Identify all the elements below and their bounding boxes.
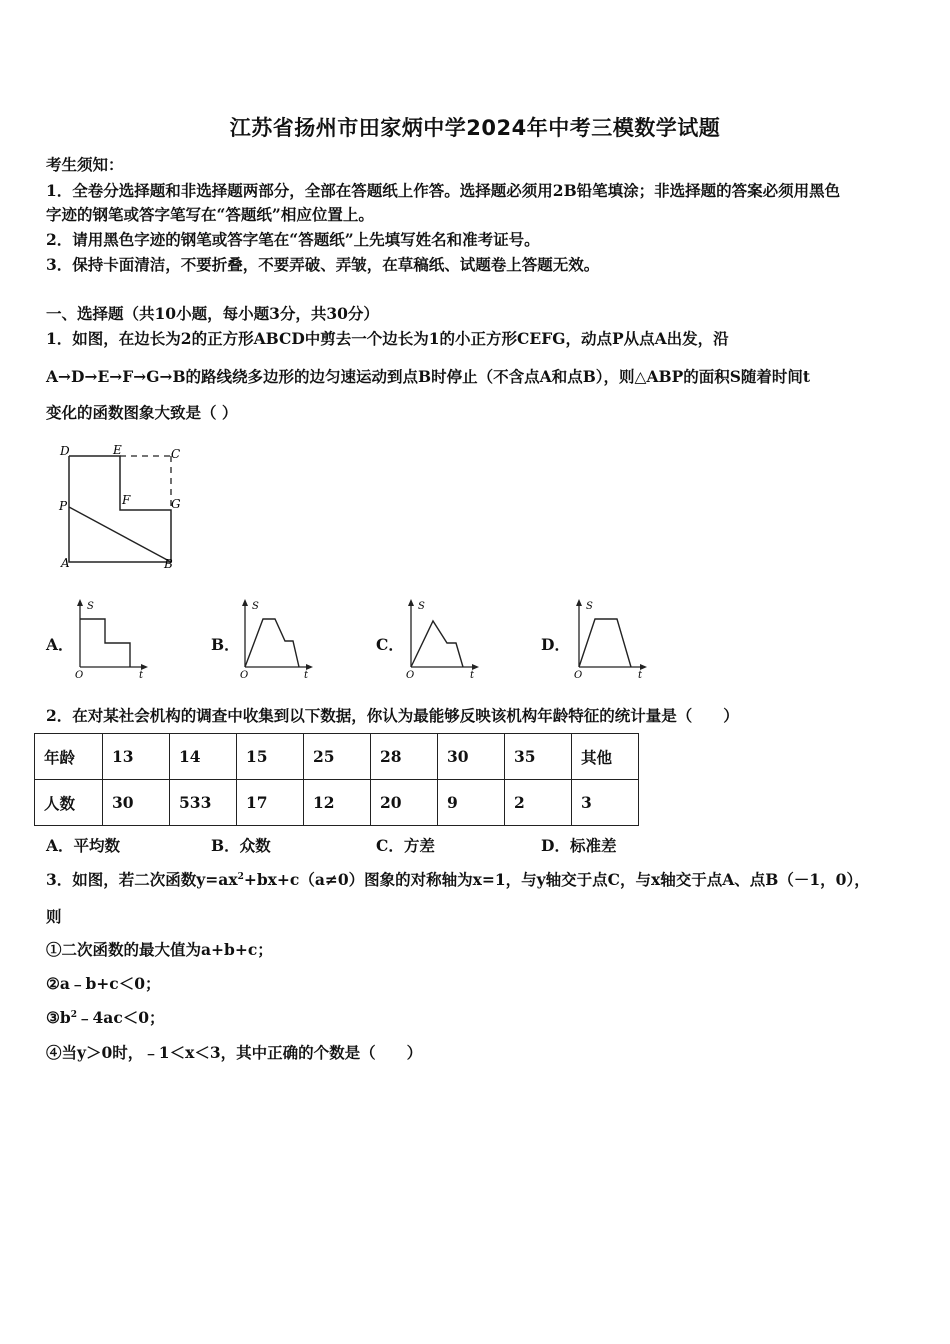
q1-stem-line-1: 1．如图，在边长为2的正方形ABCD中剪去一个边长为1的小正方形CEFG，动点P从点A出发，沿 [46,329,729,348]
table-cell: 12 [304,780,371,826]
table-row [35,734,639,780]
page-title: 江苏省扬州市田家炳中学2024年中考三模数学试题 [229,116,721,140]
q2-option-c[interactable]: C．方差 [376,836,435,855]
q3-statement-4: ④当y＞0时，﹣1＜x＜3，其中正确的个数是（ ） [46,1043,423,1062]
q2-option-d[interactable]: D．标准差 [541,836,617,855]
q1-option-a-label[interactable]: A． [46,635,74,654]
table-cell: 3 [572,780,639,826]
origin-label: O [406,670,415,679]
q1-option-b-label[interactable]: B． [211,635,240,654]
table-cell: 30 [103,780,170,826]
axis-s-label: S [87,601,94,612]
q3-statement-2: ②a﹣b+c＜0； [46,974,161,993]
q3-stem-line-1: 3．如图，若二次函数$y=ax^2+bx+c(a\ne 0)$图象的对称轴为x=1，与y轴交于点C，与x轴交于点A、点B（－1，0）， [46,870,870,889]
origin-label: O [240,670,249,679]
q1-geometry-figure [55,440,195,579]
q3-statement-1: ①二次函数的最大值为a+b+c； [46,940,273,959]
table-row [35,780,639,826]
q1-option-b-graph[interactable] [237,597,317,683]
table-cell: 13 [103,734,170,780]
q3-statement-3: $③b^2﹣4ac<0$； [46,1008,165,1027]
q2-data-table [34,733,639,826]
table-cell: 30 [438,734,505,780]
table-cell: 2 [505,780,572,826]
q1-stem-line-3: 变化的函数图象大致是（ ） [46,403,238,422]
table-cell: 25 [304,734,371,780]
table-cell: 15 [237,734,304,780]
origin-label: O [574,670,583,679]
section-heading: 一、选择题（共10小题，每小题3分，共30分） [46,304,379,323]
axis-t-label: t [304,670,309,679]
table-cell: 9 [438,780,505,826]
label-g: G [171,497,181,511]
table-cell: 17 [237,780,304,826]
table-cell: 14 [170,734,237,780]
polygon-outline [69,456,171,562]
notice-item-3: 3．保持卡面清洁，不要折叠，不要弄破、弄皱，在草稿纸、试题卷上答题无效。 [46,255,600,274]
label-b: B [164,557,173,571]
notice-item-1-line-2: 字迹的钢笔或答字笔写在“答题纸”相应位置上。 [46,205,374,224]
table-cell: 人数 [35,780,103,826]
q1-option-d-graph[interactable] [571,597,651,683]
q1-option-a-graph[interactable] [72,597,152,683]
notice-item-1-line-1: 1．全卷分选择题和非选择题两部分，全部在答题纸上作答。选择题必须用2B铅笔填涂；非选择题的答案必须用黑色 [46,181,841,200]
q2-option-a[interactable]: A．平均数 [46,836,121,855]
axis-t-label: t [638,670,643,679]
q3-stem-line-2: 则 [46,907,62,926]
label-d: D [60,444,70,458]
q2-stem: 2．在对某社会机构的调查中收集到以下数据，你认为最能够反映该机构年龄特征的统计量是（ ） [46,706,739,725]
label-f: F [122,493,131,507]
axis-t-label: t [470,670,475,679]
table-cell: 年龄 [35,734,103,780]
table-cell: 28 [371,734,438,780]
q1-option-c-graph[interactable] [403,597,483,683]
origin-label: O [75,670,84,679]
label-e: E [113,443,122,457]
notice-heading: 考生须知： [46,155,124,174]
axis-s-label: S [252,601,259,612]
table-cell: 533 [170,780,237,826]
q1-option-c-label[interactable]: C． [376,635,404,654]
axis-s-label: S [418,601,425,612]
axis-s-label: S [586,601,593,612]
table-cell: 35 [505,734,572,780]
axis-t-label: t [139,670,144,679]
q1-stem-line-2: A→D→E→F→G→B的路线绕多边形的边匀速运动到点B时停止（不含点A和点B），则△ABP的面积S随着时间t [46,367,811,386]
segment-pb [69,507,171,562]
notice-item-2: 2．请用黑色字迹的钢笔或答字笔在“答题纸”上先填写姓名和准考证号。 [46,230,540,249]
label-p: P [59,499,68,513]
label-c: C [171,447,181,461]
q1-option-d-label[interactable]: D． [541,635,570,654]
q2-option-b[interactable]: B．众数 [211,836,271,855]
label-a: A [61,556,70,570]
table-cell: 20 [371,780,438,826]
table-cell: 其他 [572,734,639,780]
